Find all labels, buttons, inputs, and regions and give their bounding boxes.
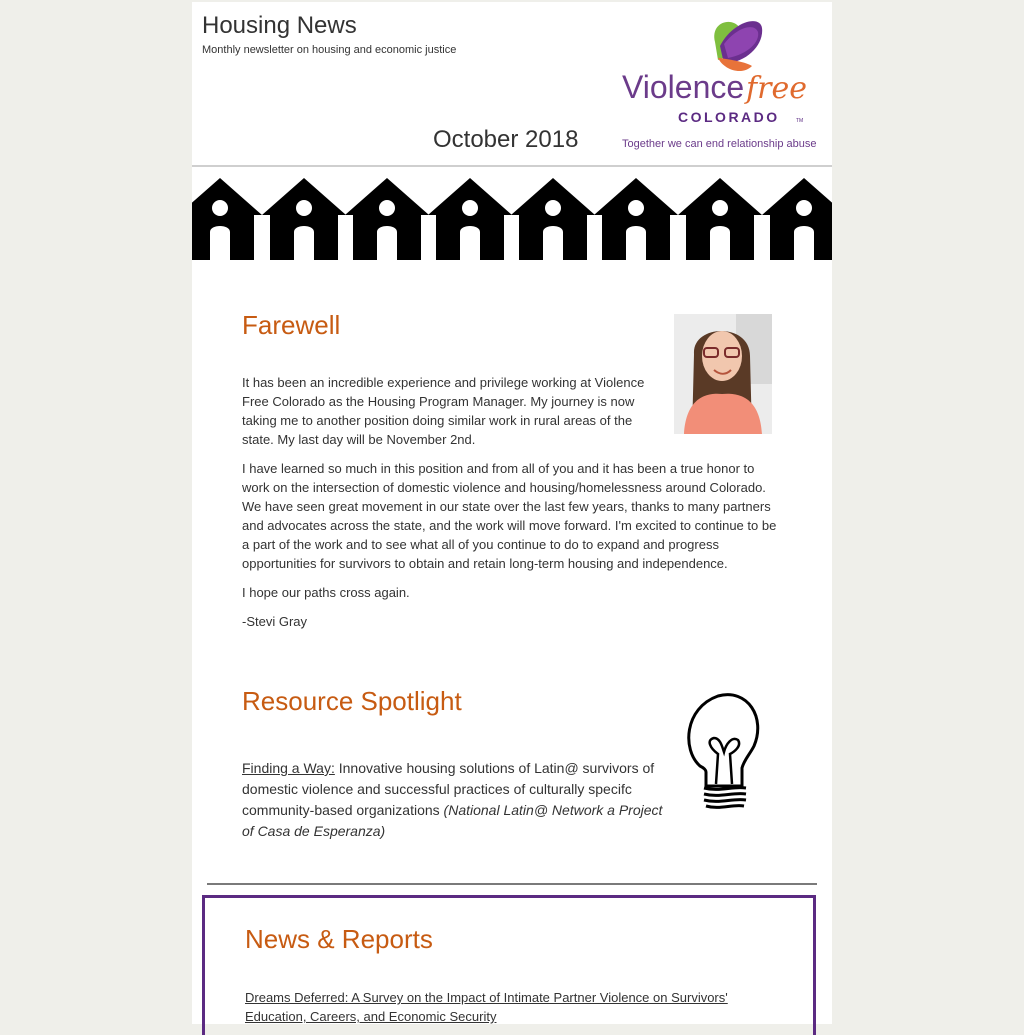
farewell-paragraph: I hope our paths cross again. <box>242 585 410 600</box>
svg-text:COLORADO: COLORADO <box>678 109 780 125</box>
section-divider <box>207 883 817 885</box>
spotlight-source: (National Latin@ Network a Project of Casa de Esperanza) <box>242 802 663 839</box>
news-reports-header <box>245 924 433 955</box>
farewell-signature: -Stevi Gray <box>242 614 308 629</box>
svg-text:Violence: Violence <box>622 69 745 105</box>
spotlight-resource <box>242 758 672 842</box>
farewell-paragraph: I have learned so much in this position and from all of you and it has been a true honor to work on the intersection of domestic violence and housing/homelessness around Colorado. We have seen great movement in our state over the last few years, thanks to many partners and advocates across the state, and the work will move forward. I'm excited to continue to be a part of the work and to see what all of you continue to do to expand and progress opportunities for survivors to obtain and retain long-term housing and independence. <box>242 461 777 571</box>
header-divider <box>192 165 832 167</box>
spotlight-description: Innovative housing solutions of Latin@ survivors of domestic violence and successful practices of culturally specifc community-based organizations <box>242 760 655 818</box>
news-reports-box <box>202 895 816 1035</box>
logo-tagline: Together we can end relationship abuse <box>622 138 817 150</box>
newsletter-title: Housing News <box>202 12 357 39</box>
farewell-body <box>242 459 782 641</box>
farewell-intro <box>242 373 650 459</box>
news-list <box>245 988 745 1026</box>
farewell-heading: Farewell <box>242 310 341 340</box>
newsletter-page <box>192 2 832 1024</box>
finding-a-way-link[interactable]: Finding a Way: <box>242 760 335 776</box>
newsletter-header <box>192 2 832 165</box>
farewell-paragraph: It has been an incredible experience and privilege working at Violence Free Colorado as the Housing Program Manager. My journey is now taking me to another position doing similar work in rural areas of the state. My last day will be November 2nd. <box>242 375 645 447</box>
houses-banner-icon <box>192 178 832 260</box>
butterfly-logo-icon <box>620 14 826 138</box>
lightbulb-icon <box>670 688 780 816</box>
issue-date: October 2018 <box>433 126 579 153</box>
news-heading: News & Reports <box>245 924 433 954</box>
svg-text:free: free <box>746 71 807 106</box>
stevi-gray-photo <box>674 314 772 434</box>
newsletter-subtitle: Monthly newsletter on housing and economic justice <box>202 44 457 56</box>
dreams-deferred-link[interactable]: Dreams Deferred: A Survey on the Impact of Intimate Partner Violence on Survivors' Education, Careers, and Economic Security <box>245 990 728 1024</box>
violence-free-colorado-logo[interactable] <box>620 14 826 154</box>
spotlight-heading: Resource Spotlight <box>242 686 462 716</box>
svg-text:TM: TM <box>796 118 804 124</box>
